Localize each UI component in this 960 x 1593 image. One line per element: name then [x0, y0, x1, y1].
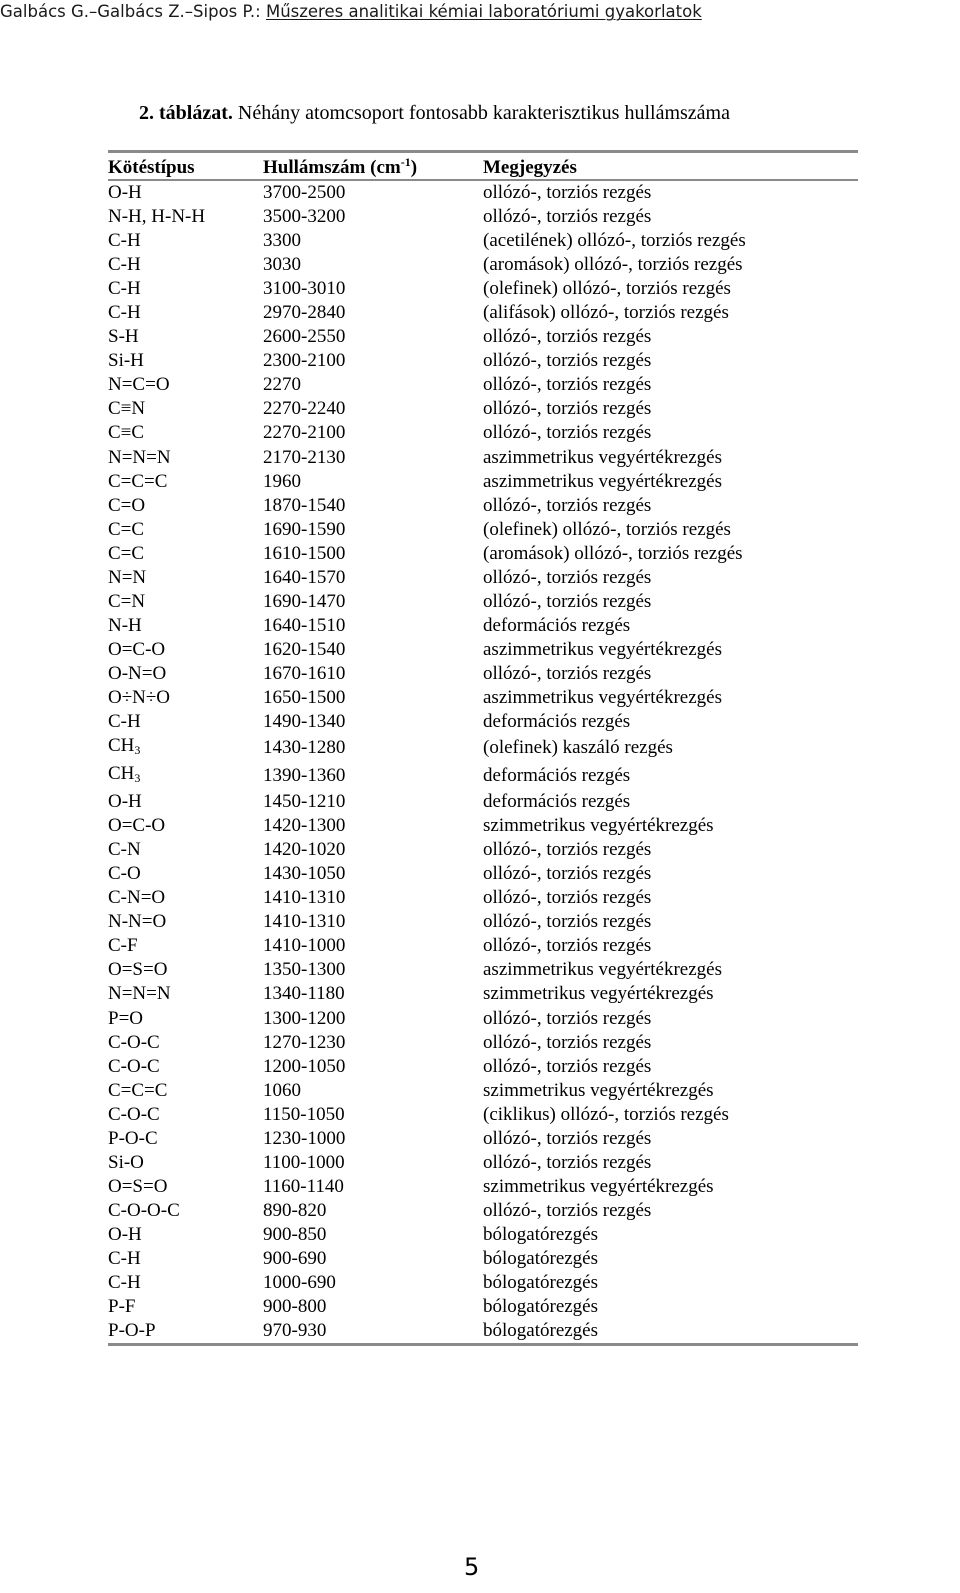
- cell-wavenumber: 1340-1180: [263, 983, 345, 1005]
- cell-wavenumber: 1410-1310: [263, 911, 346, 933]
- cell-bond-type: [108, 934, 263, 958]
- cell-wavenumber: 3500-3200: [263, 206, 346, 228]
- cell-note: ollózó-, torziós rezgés: [483, 566, 652, 588]
- running-header-title: Műszeres analitikai kémiai laboratóriumi gyakorlatok: [265, 2, 702, 21]
- cell-wavenumber: 1420-1020: [263, 839, 346, 861]
- cell-wavenumber: 1870-1540: [263, 494, 346, 516]
- cell-bond-type: [108, 1151, 263, 1175]
- bond-formula: O-H: [108, 1223, 142, 1245]
- table-row: [108, 590, 858, 614]
- table-row: [108, 662, 858, 686]
- cell-wavenumber: 1490-1340: [263, 711, 346, 733]
- cell-note: ollózó-, torziós rezgés: [483, 887, 652, 909]
- cell-bond-type: [108, 518, 263, 542]
- table-row: [108, 542, 858, 566]
- table-row: [108, 734, 858, 762]
- cell-bond-type: [108, 301, 263, 325]
- header-note: Megjegyzés: [483, 157, 577, 178]
- cell-note: aszimmetrikus vegyértékrezgés: [483, 687, 722, 708]
- cell-bond-type: [108, 1175, 263, 1199]
- cell-bond-type: [108, 982, 263, 1006]
- cell-note: ollózó-, torziós rezgés: [483, 590, 652, 612]
- table-row: [108, 1055, 858, 1079]
- cell-wavenumber: 1640-1570: [263, 566, 346, 588]
- bond-formula: P-O-C: [108, 1127, 158, 1149]
- cell-wavenumber: 3300: [263, 230, 301, 252]
- cell-bond-type: [108, 470, 263, 494]
- header-bond-type: Kötéstípus: [108, 157, 195, 178]
- cell-note: ollózó-, torziós rezgés: [483, 911, 652, 933]
- bond-formula: N-N=O: [108, 911, 167, 933]
- table-row: [108, 958, 858, 982]
- table-row: [108, 1247, 858, 1271]
- cell-bond-type: [108, 886, 263, 910]
- cell-note: bólogatórezgés: [483, 1296, 599, 1318]
- bond-formula: C-N: [108, 839, 141, 861]
- table-body: [108, 180, 858, 1345]
- wavenumber-table-container: [108, 150, 858, 1346]
- table-row: [108, 373, 858, 397]
- bond-formula: C-O-O-C: [108, 1199, 180, 1221]
- table-row: [108, 1103, 858, 1127]
- cell-note: bólogatórezgés: [483, 1320, 599, 1342]
- cell-wavenumber: 1650-1500: [263, 687, 346, 708]
- cell-wavenumber: 2600-2550: [263, 326, 346, 348]
- cell-note: ollózó-, torziós rezgés: [483, 350, 652, 372]
- table-row: [108, 277, 858, 301]
- cell-note: (olefinek) ollózó-, torziós rezgés: [483, 518, 731, 540]
- cell-bond-type: [108, 253, 263, 277]
- cell-bond-type: [108, 1247, 263, 1271]
- cell-note: aszimmetrikus vegyértékrezgés: [483, 638, 722, 660]
- table-row: [108, 710, 858, 734]
- cell-bond-type: [108, 910, 263, 934]
- cell-bond-type: [108, 446, 263, 470]
- cell-bond-type: [108, 1079, 263, 1103]
- bond-formula: C-O-C: [108, 1055, 160, 1077]
- cell-wavenumber: 1410-1310: [263, 887, 346, 909]
- running-header: [0, 2, 702, 21]
- cell-note: ollózó-, torziós rezgés: [483, 422, 652, 444]
- cell-note: ollózó-, torziós rezgés: [483, 398, 652, 420]
- bond-formula: C-N=O: [108, 887, 166, 909]
- cell-bond-type: [108, 1223, 263, 1247]
- table-row: [108, 205, 858, 229]
- cell-note: deformációs rezgés: [483, 711, 631, 733]
- table-row: [108, 349, 858, 373]
- cell-bond-type: [108, 638, 263, 662]
- bond-formula: N=N=N: [108, 446, 171, 468]
- table-row: [108, 814, 858, 838]
- cell-bond-type: [108, 1031, 263, 1055]
- cell-note: ollózó-, torziós rezgés: [483, 662, 652, 684]
- table-row: [108, 421, 858, 445]
- cell-bond-type: [108, 862, 263, 886]
- cell-bond-type: [108, 1295, 263, 1319]
- table-row: [108, 470, 858, 494]
- bond-formula: N-H, H-N-H: [108, 206, 206, 228]
- table-row: [108, 886, 858, 910]
- bond-formula: O÷N÷O: [108, 687, 171, 708]
- running-header-authors: Galbács G.–Galbács Z.–Sipos P.:: [0, 2, 261, 21]
- cell-bond-type: [108, 494, 263, 518]
- table-row: [108, 982, 858, 1006]
- cell-bond-type: [108, 229, 263, 253]
- cell-wavenumber: 900-800: [263, 1296, 327, 1318]
- cell-wavenumber: 1230-1000: [263, 1127, 346, 1149]
- cell-bond-type: [108, 662, 263, 686]
- bond-formula: N=C=O: [108, 374, 170, 396]
- cell-note: (aromások) ollózó-, torziós rezgés: [483, 542, 743, 564]
- cell-wavenumber: 1450-1210: [263, 791, 346, 813]
- cell-wavenumber: 890-820: [263, 1199, 327, 1221]
- table-row: [108, 762, 858, 790]
- cell-note: ollózó-, torziós rezgés: [483, 182, 652, 204]
- cell-note: deformációs rezgés: [483, 765, 631, 787]
- cell-wavenumber: 970-930: [263, 1320, 327, 1342]
- bond-formula: C=C=C: [108, 470, 168, 492]
- table-row: [108, 1127, 858, 1151]
- cell-note: bólogatórezgés: [483, 1247, 599, 1269]
- table-caption: [139, 102, 730, 125]
- bond-formula: C=C: [108, 518, 145, 540]
- cell-wavenumber: 1410-1000: [263, 935, 346, 957]
- cell-note: (ciklikus) ollózó-, torziós rezgés: [483, 1103, 729, 1125]
- cell-note: ollózó-, torziós rezgés: [483, 863, 652, 885]
- cell-wavenumber: 2170-2130: [263, 446, 346, 468]
- table-row: [108, 1151, 858, 1175]
- cell-note: szimmetrikus vegyértékrezgés: [483, 1175, 714, 1197]
- cell-note: deformációs rezgés: [483, 614, 631, 636]
- table-row: [108, 910, 858, 934]
- header-wavenumber-exponent: -1: [400, 155, 411, 169]
- cell-wavenumber: 1350-1300: [263, 959, 346, 981]
- cell-note: szimmetrikus vegyértékrezgés: [483, 815, 714, 837]
- cell-wavenumber: 1610-1500: [263, 542, 346, 564]
- cell-wavenumber: 3100-3010: [263, 278, 346, 300]
- cell-note: ollózó-, torziós rezgés: [483, 1055, 652, 1077]
- table-row: [108, 397, 858, 421]
- cell-bond-type: [108, 277, 263, 301]
- cell-wavenumber: 1690-1470: [263, 590, 346, 612]
- cell-bond-type: [108, 614, 263, 638]
- table-row: [108, 494, 858, 518]
- table-row: [108, 301, 858, 325]
- cell-wavenumber: 1060: [263, 1079, 301, 1101]
- cell-note: ollózó-, torziós rezgés: [483, 374, 652, 396]
- cell-wavenumber: 2970-2840: [263, 302, 346, 324]
- cell-note: ollózó-, torziós rezgés: [483, 935, 652, 957]
- cell-wavenumber: 3700-2500: [263, 182, 346, 204]
- table-row: [108, 180, 858, 205]
- table-row: [108, 1007, 858, 1031]
- cell-wavenumber: 1160-1140: [263, 1175, 344, 1197]
- bond-formula: CH: [108, 735, 135, 757]
- cell-note: szimmetrikus vegyértékrezgés: [483, 1079, 714, 1101]
- cell-wavenumber: 1100-1000: [263, 1151, 345, 1173]
- bond-formula: C-H: [108, 1247, 141, 1269]
- cell-wavenumber: 1640-1510: [263, 614, 346, 636]
- cell-bond-type: [108, 814, 263, 838]
- bond-formula: N-H: [108, 614, 142, 636]
- cell-wavenumber: 1670-1610: [263, 662, 346, 684]
- table-row: [108, 862, 858, 886]
- cell-wavenumber: 2270-2240: [263, 398, 346, 420]
- cell-bond-type: [108, 1103, 263, 1127]
- cell-note: aszimmetrikus vegyértékrezgés: [483, 959, 722, 981]
- cell-note: ollózó-, torziós rezgés: [483, 1151, 652, 1173]
- cell-wavenumber: 3030: [263, 254, 301, 276]
- bond-formula: O-H: [108, 182, 142, 204]
- bond-formula: P-O-P: [108, 1320, 156, 1342]
- bond-formula: C-H: [108, 278, 141, 300]
- wavenumber-table: [108, 150, 858, 1346]
- table-row: [108, 518, 858, 542]
- table-row: [108, 1079, 858, 1103]
- cell-bond-type: [108, 1199, 263, 1223]
- cell-bond-type: [108, 1271, 263, 1295]
- cell-note: (alifások) ollózó-, torziós rezgés: [483, 302, 729, 324]
- header-wavenumber-label: Hullámszám (cm: [263, 157, 401, 178]
- bond-formula: C-O-C: [108, 1031, 160, 1053]
- cell-bond-type: [108, 349, 263, 373]
- bond-formula: C=N: [108, 590, 146, 612]
- cell-note: (acetilének) ollózó-, torziós rezgés: [483, 230, 746, 252]
- cell-bond-type: [108, 686, 263, 710]
- table-row: [108, 253, 858, 277]
- table-header-row: [108, 152, 858, 181]
- cell-note: bólogatórezgés: [483, 1223, 599, 1245]
- table-row: [108, 566, 858, 590]
- cell-wavenumber: 1430-1280: [263, 737, 346, 759]
- cell-note: bólogatórezgés: [483, 1272, 599, 1294]
- bond-formula: C-H: [108, 302, 141, 324]
- header-wavenumber-close: ): [410, 157, 418, 178]
- bond-formula: O-N=O: [108, 662, 167, 684]
- cell-note: (olefinek) ollózó-, torziós rezgés: [483, 278, 731, 300]
- bond-formula: O=C-O: [108, 638, 166, 660]
- table-row: [108, 1319, 858, 1345]
- cell-wavenumber: 1300-1200: [263, 1007, 346, 1029]
- cell-note: ollózó-, torziós rezgés: [483, 1199, 652, 1221]
- cell-bond-type: [108, 421, 263, 445]
- cell-wavenumber: 1150-1050: [263, 1103, 345, 1125]
- bond-formula: N=N=N: [108, 983, 171, 1005]
- bond-formula: C-O-C: [108, 1103, 160, 1125]
- bond-formula: C=C=C: [108, 1079, 168, 1101]
- cell-wavenumber: 1620-1540: [263, 638, 346, 660]
- table-row: [108, 229, 858, 253]
- bond-formula: C≡N: [108, 398, 146, 420]
- cell-wavenumber: 1420-1300: [263, 815, 346, 837]
- bond-formula: O=S=O: [108, 1175, 168, 1197]
- bond-formula: C-H: [108, 254, 141, 276]
- cell-note: ollózó-, torziós rezgés: [483, 839, 652, 861]
- cell-wavenumber: 900-690: [263, 1247, 327, 1269]
- cell-wavenumber: 1690-1590: [263, 518, 346, 540]
- cell-wavenumber: 1000-690: [263, 1272, 336, 1294]
- cell-wavenumber: 1430-1050: [263, 863, 346, 885]
- cell-note: (aromások) ollózó-, torziós rezgés: [483, 254, 743, 276]
- bond-formula: S-H: [108, 326, 139, 348]
- cell-bond-type: [108, 762, 263, 790]
- table-caption-number: 2. táblázat.: [139, 102, 233, 124]
- bond-formula: C≡C: [108, 422, 145, 444]
- bond-formula: C-H: [108, 230, 141, 252]
- table-row: [108, 1175, 858, 1199]
- cell-note: deformációs rezgés: [483, 791, 631, 813]
- bond-formula: C=O: [108, 494, 146, 516]
- bond-formula: O=C-O: [108, 815, 166, 837]
- bond-formula: N=N: [108, 566, 147, 588]
- cell-wavenumber: 1390-1360: [263, 765, 346, 787]
- bond-formula: C-H: [108, 711, 141, 733]
- bond-formula: CH: [108, 763, 135, 785]
- cell-bond-type: [108, 1127, 263, 1151]
- bond-formula: C-O: [108, 863, 141, 885]
- cell-bond-type: [108, 590, 263, 614]
- table-row: [108, 934, 858, 958]
- cell-wavenumber: 1270-1230: [263, 1031, 346, 1053]
- table-row: [108, 446, 858, 470]
- cell-bond-type: [108, 1007, 263, 1031]
- bond-formula: C-H: [108, 1272, 141, 1294]
- header-wavenumber: [263, 152, 483, 181]
- cell-note: ollózó-, torziós rezgés: [483, 326, 652, 348]
- cell-bond-type: [108, 710, 263, 734]
- cell-note: (olefinek) kaszáló rezgés: [483, 737, 673, 759]
- table-row: [108, 1199, 858, 1223]
- table-caption-text: Néhány atomcsoport fontosabb karakterisztikus hullámszáma: [237, 102, 730, 124]
- table-row: [108, 838, 858, 862]
- bond-formula: O=S=O: [108, 959, 168, 981]
- cell-wavenumber: 1200-1050: [263, 1055, 346, 1077]
- cell-wavenumber: 2270-2100: [263, 422, 346, 444]
- table-row: [108, 1031, 858, 1055]
- cell-note: ollózó-, torziós rezgés: [483, 494, 652, 516]
- cell-wavenumber: 2300-2100: [263, 350, 346, 372]
- cell-bond-type: [108, 325, 263, 349]
- table-row: [108, 614, 858, 638]
- table-row: [108, 1223, 858, 1247]
- page-number: 5: [464, 1553, 480, 1581]
- cell-note: ollózó-, torziós rezgés: [483, 1007, 652, 1029]
- cell-bond-type: [108, 180, 263, 205]
- cell-bond-type: [108, 790, 263, 814]
- table-row: [108, 1271, 858, 1295]
- cell-bond-type: [108, 734, 263, 762]
- bond-formula: Si-O: [108, 1151, 144, 1173]
- bond-formula: P-F: [108, 1296, 136, 1318]
- cell-wavenumber: 2270: [263, 374, 301, 396]
- table-row: [108, 638, 858, 662]
- table-row: [108, 686, 858, 710]
- bond-formula: Si-H: [108, 350, 144, 372]
- bond-formula: P=O: [108, 1007, 144, 1029]
- cell-bond-type: [108, 566, 263, 590]
- cell-note: aszimmetrikus vegyértékrezgés: [483, 446, 722, 468]
- bond-formula-subscript: 3: [134, 771, 141, 786]
- bond-formula: C=C: [108, 542, 145, 564]
- cell-note: ollózó-, torziós rezgés: [483, 206, 652, 228]
- cell-wavenumber: 1960: [263, 470, 301, 492]
- cell-bond-type: [108, 958, 263, 982]
- cell-note: ollózó-, torziós rezgés: [483, 1031, 652, 1053]
- cell-bond-type: [108, 397, 263, 421]
- cell-bond-type: [108, 1055, 263, 1079]
- cell-note: szimmetrikus vegyértékrezgés: [483, 983, 714, 1005]
- table-row: [108, 325, 858, 349]
- cell-note: aszimmetrikus vegyértékrezgés: [483, 470, 722, 492]
- bond-formula: O-H: [108, 791, 142, 813]
- bond-formula: C-F: [108, 935, 138, 957]
- cell-note: ollózó-, torziós rezgés: [483, 1127, 652, 1149]
- cell-bond-type: [108, 205, 263, 229]
- table-row: [108, 1295, 858, 1319]
- cell-bond-type: [108, 1319, 263, 1345]
- cell-bond-type: [108, 373, 263, 397]
- cell-bond-type: [108, 542, 263, 566]
- cell-bond-type: [108, 838, 263, 862]
- table-row: [108, 790, 858, 814]
- bond-formula-subscript: 3: [134, 743, 141, 758]
- cell-wavenumber: 900-850: [263, 1223, 327, 1245]
